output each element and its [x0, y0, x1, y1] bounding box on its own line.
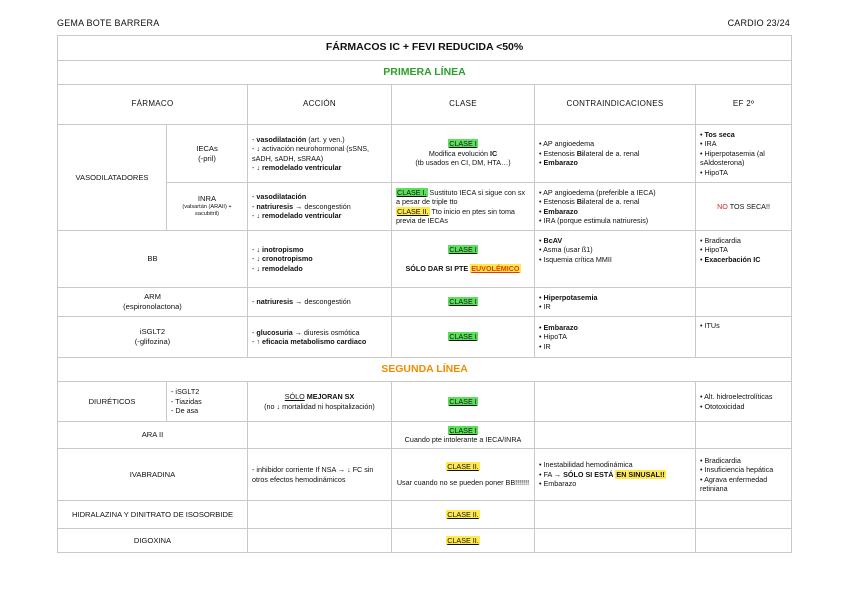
- section-first-line: PRIMERA LÍNEA: [58, 61, 792, 85]
- table-row: [58, 183, 792, 231]
- table-row: [58, 317, 792, 358]
- clase-ivabradina: CLASE II. Usar cuando no se pueden poner BB!!!!!!!: [392, 449, 535, 501]
- ef-ieca: • Tos seca • IRA • Hiperpotasemia (al sAldosterona) • HipoTA: [696, 125, 792, 183]
- diureticos-types: - iSGLT2 - Tiazidas - De asa: [167, 382, 248, 422]
- section-second-line: SEGUNDA LÍNEA: [58, 358, 792, 382]
- clase-badge: CLASE I: [449, 139, 477, 149]
- table-row: [58, 231, 792, 288]
- contra-araii: [535, 422, 696, 449]
- table-row: [58, 288, 792, 317]
- ef-isglt2: • ITUs: [696, 317, 792, 358]
- ef-bb: • Bradicardia • HipoTA • Exacerbación IC: [696, 231, 792, 288]
- clase-diureticos: CLASE I: [392, 382, 535, 422]
- clase-arm: CLASE I: [392, 288, 535, 317]
- clase-hidralazina: CLASE II.: [392, 501, 535, 529]
- col-header-ef2: EF 2º: [696, 85, 792, 125]
- table-row: [58, 501, 792, 529]
- table-row: [58, 529, 792, 553]
- ef-diureticos: • Alt. hidroelectrolíticas • Ototoxicidad: [696, 382, 792, 422]
- accion-araii: [248, 422, 392, 449]
- table-row: [58, 422, 792, 449]
- col-header-farmaco: FÁRMACO: [58, 85, 248, 125]
- drug-inra: INRA (valsartán (ARAII) + sacubitril): [167, 183, 248, 231]
- drug-table: [57, 35, 792, 553]
- ef-ivabradina: • Bradicardia • Insuficiencia hepática • Agrava enfermedad retiniana: [696, 449, 792, 501]
- drug-isglt2: iSGLT2 (-glifozina): [58, 317, 248, 358]
- table-row: [58, 382, 792, 422]
- clase-ieca: CLASE I Modifica evolución IC (tb usados en CI, DM, HTA…): [392, 125, 535, 183]
- accion-ivabradina: - inhibidor corriente If NSA → ↓ FC sin otros efectos hemodinámicos: [248, 449, 392, 501]
- accion-inra: - vasodilatación - natriuresis → descongestión - ↓ remodelado ventricular: [248, 183, 392, 231]
- contra-bb: • BcAV • Asma (usar ß1) • Isquemia crítica MMII: [535, 231, 696, 288]
- ef-arm: [696, 288, 792, 317]
- clase-araii: CLASE I Cuando pte intolerante a IECA/INRA: [392, 422, 535, 449]
- accion-isglt2: - glucosuria → diuresis osmótica - ↑ eficacia metabolismo cardiaco: [248, 317, 392, 358]
- drug-arm: ARM (espironolactona): [58, 288, 248, 317]
- table-row: [58, 449, 792, 501]
- clase-bb: CLASE I SÓLO DAR SI PTE EUVOLÉMICO: [392, 231, 535, 288]
- drug-hidralazina: HIDRALAZINA Y DINITRATO DE ISOSORBIDE: [58, 501, 248, 529]
- drug-digoxina: DIGOXINA: [58, 529, 248, 553]
- ef-araii: [696, 422, 792, 449]
- drug-ieca: IECAs (-pril): [167, 125, 248, 183]
- col-header-accion: ACCIÓN: [248, 85, 392, 125]
- contra-diureticos: [535, 382, 696, 422]
- contra-isglt2: • Embarazo • HipoTA • IR: [535, 317, 696, 358]
- contra-ieca: • AP angioedema • Estenosis Bilateral de a. renal • Embarazo: [535, 125, 696, 183]
- clase-isglt2: CLASE I: [392, 317, 535, 358]
- accion-ieca: - vasodilatación (art. y ven.) - ↓ activación neurohormonal (sSNS, sADH, sADH, sSRAA) - ↓ remodelado ventricular: [248, 125, 392, 183]
- contra-inra: • AP angioedema (preferible a IECA) • Estenosis Bilateral de a. renal • Embarazo • IRA (porque estimula natriuresis): [535, 183, 696, 231]
- drug-ivabradina: IVABRADINA: [58, 449, 248, 501]
- accion-bb: - ↓ inotropismo - ↓ cronotropismo - ↓ remodelado: [248, 231, 392, 288]
- drug-diureticos: DIURÉTICOS: [58, 382, 167, 422]
- ef-inra: NO TOS SECA!!: [696, 183, 792, 231]
- group-vasodilatadores: VASODILATADORES: [58, 125, 167, 231]
- course-label: CARDIO 23/24: [727, 18, 790, 28]
- col-header-contraindicaciones: CONTRAINDICACIONES: [535, 85, 696, 125]
- col-header-clase: CLASE: [392, 85, 535, 125]
- contra-ivabradina: • Inestabilidad hemodinámica • FA → SÓLO SI ESTÁ EN SINUSAL!! • Embarazo: [535, 449, 696, 501]
- drug-araii: ARA II: [58, 422, 248, 449]
- table-row: [58, 125, 792, 183]
- accion-diureticos: SÓLO MEJORAN SX (no ↓ mortalidad ni hospitalización): [248, 382, 392, 422]
- column-header-row: [58, 85, 792, 125]
- clase-digoxina: CLASE II.: [392, 529, 535, 553]
- contra-arm: • Hiperpotasemia • IR: [535, 288, 696, 317]
- clase-inra: CLASE I. Sustituto IECA si sigue con sx a pesar de triple tto CLASE II. Tto inicio en ptes sin toma previa de IECAs: [392, 183, 535, 231]
- author-name: GEMA BOTE BARRERA: [57, 18, 160, 28]
- table-title: FÁRMACOS IC + FEVI REDUCIDA <50%: [58, 36, 792, 61]
- accion-arm: - natriuresis → descongestión: [248, 288, 392, 317]
- drug-bb: BB: [58, 231, 248, 288]
